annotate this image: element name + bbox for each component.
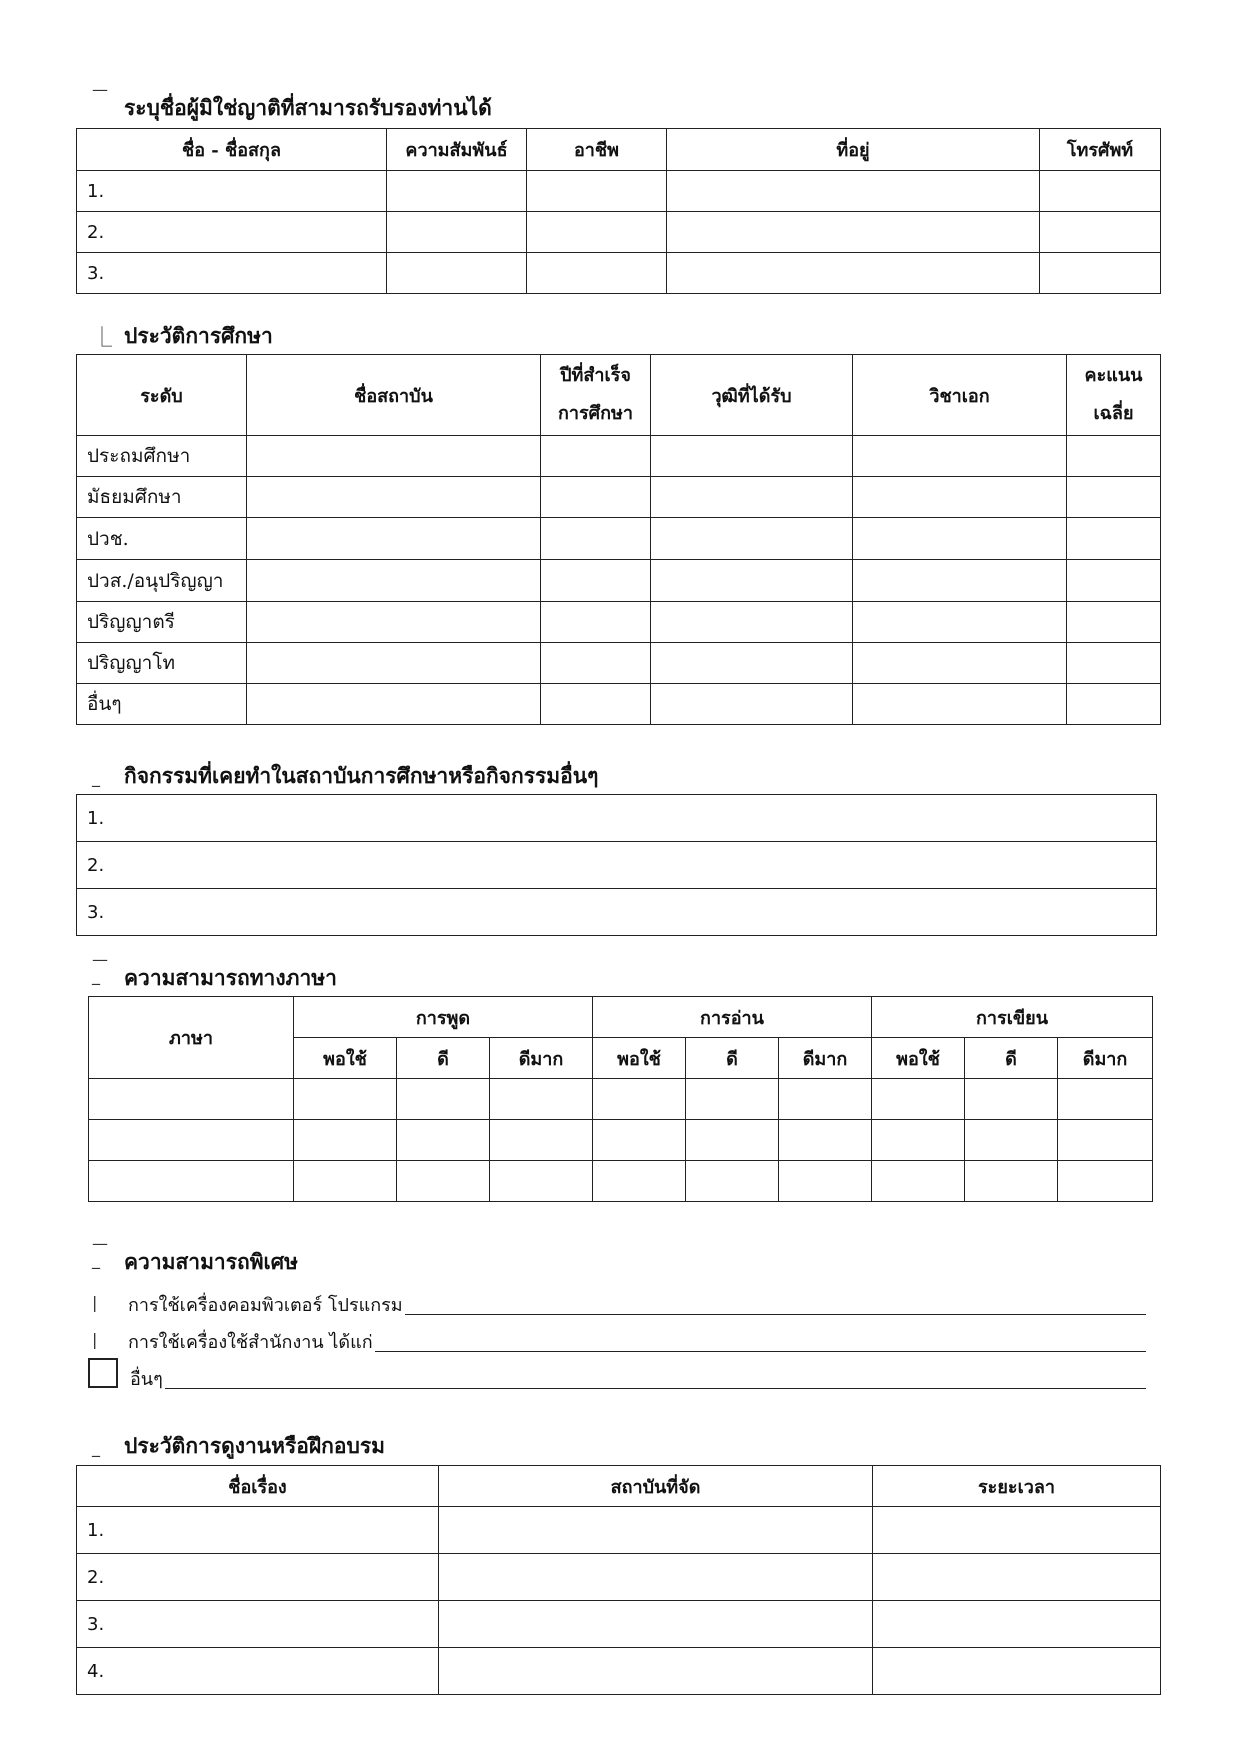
table-cell[interactable] xyxy=(247,518,541,560)
row-number[interactable]: 2. xyxy=(77,842,1157,889)
table-row xyxy=(77,1648,1161,1695)
table-cell[interactable] xyxy=(387,212,527,253)
header-gpa-line1: คะแนน xyxy=(1084,365,1143,386)
table-cell[interactable] xyxy=(965,1079,1058,1120)
table-cell[interactable] xyxy=(853,602,1067,643)
table-cell[interactable] xyxy=(439,1554,873,1601)
header-good: ดี xyxy=(397,1038,490,1079)
header-phone: โทรศัพท์ xyxy=(1040,129,1161,171)
table-cell[interactable] xyxy=(873,1507,1161,1554)
fill-in-line[interactable] xyxy=(165,1387,1146,1389)
table-cell[interactable] xyxy=(541,477,651,518)
header-graduation-year-line2: การศึกษา xyxy=(558,403,633,424)
table-cell[interactable] xyxy=(686,1079,779,1120)
table-cell[interactable] xyxy=(1067,602,1161,643)
table-row xyxy=(77,436,1161,477)
table-cell[interactable] xyxy=(593,1120,686,1161)
table-cell[interactable] xyxy=(490,1161,593,1202)
table-row xyxy=(77,518,1161,560)
table-cell[interactable] xyxy=(397,1079,490,1120)
header-major: วิชาเอก xyxy=(853,355,1067,436)
header-organizer: สถาบันที่จัด xyxy=(439,1466,873,1507)
table-row xyxy=(77,602,1161,643)
table-row xyxy=(89,1120,1153,1161)
level-label: มัธยมศึกษา xyxy=(77,477,247,518)
table-row xyxy=(77,1554,1161,1601)
skill-computer-label: การใช้เครื่องคอมพิวเตอร์ โปรแกรม xyxy=(128,1295,403,1316)
table-cell[interactable] xyxy=(541,518,651,560)
row-number[interactable]: 1. xyxy=(77,795,1157,842)
table-cell[interactable] xyxy=(873,1554,1161,1601)
table-row xyxy=(89,1079,1153,1120)
table-cell[interactable] xyxy=(490,1079,593,1120)
header-gpa xyxy=(1067,355,1161,436)
table-cell[interactable] xyxy=(853,477,1067,518)
table-cell[interactable] xyxy=(247,560,541,602)
header-fair: พอใช้ xyxy=(593,1038,686,1079)
level-label: อื่นๆ xyxy=(77,684,247,725)
table-cell[interactable] xyxy=(247,477,541,518)
header-duration: ระยะเวลา xyxy=(873,1466,1161,1507)
table-row xyxy=(77,889,1157,936)
row-number: 3. xyxy=(77,253,387,294)
table-cell[interactable] xyxy=(872,1079,965,1120)
table-cell[interactable] xyxy=(89,1079,294,1120)
table-row xyxy=(77,477,1161,518)
section-marker-icon: — xyxy=(92,80,108,99)
table-cell[interactable] xyxy=(1067,436,1161,477)
header-name: ชื่อ - ชื่อสกุล xyxy=(77,129,387,171)
table-cell[interactable] xyxy=(527,212,667,253)
header-level: ระดับ xyxy=(77,355,247,436)
table-cell[interactable] xyxy=(873,1601,1161,1648)
header-topic: ชื่อเรื่อง xyxy=(77,1466,439,1507)
table-row xyxy=(77,212,1161,253)
table-row xyxy=(77,1507,1161,1554)
table-cell[interactable] xyxy=(541,436,651,477)
table-cell[interactable] xyxy=(965,1161,1058,1202)
header-good: ดี xyxy=(965,1038,1058,1079)
level-label: ประถมศึกษา xyxy=(77,436,247,477)
header-very-good: ดีมาก xyxy=(779,1038,872,1079)
header-institution: ชื่อสถาบัน xyxy=(247,355,541,436)
table-row xyxy=(77,643,1161,684)
table-cell[interactable] xyxy=(651,477,853,518)
table-cell[interactable] xyxy=(593,1079,686,1120)
skill-office-line[interactable] xyxy=(128,1327,1146,1356)
row-number: 2. xyxy=(77,212,387,253)
table-cell[interactable] xyxy=(1040,171,1161,212)
section-marker-icon: ⎿ xyxy=(92,325,112,349)
row-number[interactable]: 3. xyxy=(77,889,1157,936)
table-cell[interactable] xyxy=(651,560,853,602)
table-cell[interactable] xyxy=(779,1120,872,1161)
row-number: 4. xyxy=(77,1648,439,1695)
table-cell[interactable] xyxy=(89,1120,294,1161)
table-cell[interactable] xyxy=(247,436,541,477)
level-label: ปวช. xyxy=(77,518,247,560)
row-number: 1. xyxy=(77,171,387,212)
section-marker-icon: _ xyxy=(92,966,100,985)
header-relationship: ความสัมพันธ์ xyxy=(387,129,527,171)
table-cell[interactable] xyxy=(872,1120,965,1161)
level-label: ปวส./อนุปริญญา xyxy=(77,560,247,602)
table-row xyxy=(77,842,1157,889)
table-row xyxy=(77,171,1161,212)
table-cell[interactable] xyxy=(686,1161,779,1202)
table-cell[interactable] xyxy=(1067,684,1161,725)
header-language: ภาษา xyxy=(89,997,294,1079)
header-occupation: อาชีพ xyxy=(527,129,667,171)
table-cell[interactable] xyxy=(541,602,651,643)
header-fair: พอใช้ xyxy=(872,1038,965,1079)
table-cell[interactable] xyxy=(294,1161,397,1202)
table-cell[interactable] xyxy=(667,171,1040,212)
table-cell[interactable] xyxy=(1058,1079,1153,1120)
header-address: ที่อยู่ xyxy=(667,129,1040,171)
references-table xyxy=(76,128,1161,294)
table-cell[interactable] xyxy=(1040,253,1161,294)
table-cell[interactable] xyxy=(651,643,853,684)
table-cell[interactable] xyxy=(527,253,667,294)
section-marker-icon: — xyxy=(92,1234,108,1253)
table-cell[interactable] xyxy=(1058,1161,1153,1202)
table-cell[interactable] xyxy=(667,253,1040,294)
table-cell[interactable] xyxy=(247,643,541,684)
table-cell[interactable] xyxy=(541,684,651,725)
bullet-icon: | xyxy=(92,1330,98,1349)
table-cell[interactable] xyxy=(1040,212,1161,253)
other-checkbox[interactable] xyxy=(88,1358,118,1388)
table-cell[interactable] xyxy=(439,1648,873,1695)
table-cell[interactable] xyxy=(853,518,1067,560)
table-row xyxy=(77,253,1161,294)
table-cell[interactable] xyxy=(1067,560,1161,602)
education-table xyxy=(76,354,1161,725)
skill-other-label: อื่นๆ xyxy=(130,1369,163,1390)
table-cell[interactable] xyxy=(397,1120,490,1161)
header-reading: การอ่าน xyxy=(593,997,872,1038)
level-label: ปริญญาโท xyxy=(77,643,247,684)
header-graduation-year xyxy=(541,355,651,436)
table-cell[interactable] xyxy=(872,1161,965,1202)
table-cell[interactable] xyxy=(89,1161,294,1202)
skill-computer-line[interactable] xyxy=(128,1290,1146,1319)
table-cell[interactable] xyxy=(853,684,1067,725)
training-title: ประวัติการดูงานหรือฝึกอบรม xyxy=(124,1433,385,1458)
table-cell[interactable] xyxy=(1067,477,1161,518)
table-row xyxy=(77,684,1161,725)
languages-table xyxy=(88,996,1153,1202)
skill-office-label: การใช้เครื่องใช้สำนักงาน ได้แก่ xyxy=(128,1332,373,1353)
table-cell[interactable] xyxy=(294,1079,397,1120)
training-table xyxy=(76,1465,1161,1695)
section-marker-icon: — xyxy=(92,950,108,969)
header-good: ดี xyxy=(686,1038,779,1079)
row-number: 1. xyxy=(77,1507,439,1554)
table-cell[interactable] xyxy=(490,1120,593,1161)
header-graduation-year-line1: ปีที่สำเร็จ xyxy=(560,365,631,386)
section-marker-icon: _ xyxy=(92,1250,100,1269)
table-cell[interactable] xyxy=(651,518,853,560)
row-number: 2. xyxy=(77,1554,439,1601)
activities-table xyxy=(76,794,1157,936)
section-marker-icon: _ xyxy=(92,1438,100,1457)
table-cell[interactable] xyxy=(247,602,541,643)
table-cell[interactable] xyxy=(387,253,527,294)
header-writing: การเขียน xyxy=(872,997,1153,1038)
table-cell[interactable] xyxy=(439,1601,873,1648)
header-fair: พอใช้ xyxy=(294,1038,397,1079)
education-title: ประวัติการศึกษา xyxy=(124,323,273,348)
table-cell[interactable] xyxy=(294,1120,397,1161)
table-row xyxy=(89,1161,1153,1202)
row-number: 3. xyxy=(77,1601,439,1648)
bullet-icon: | xyxy=(92,1293,98,1312)
fill-in-line[interactable] xyxy=(405,1313,1146,1315)
table-cell[interactable] xyxy=(527,171,667,212)
table-cell[interactable] xyxy=(1058,1120,1153,1161)
table-cell[interactable] xyxy=(667,212,1040,253)
header-degree: วุฒิที่ได้รับ xyxy=(651,355,853,436)
level-label: ปริญญาตรี xyxy=(77,602,247,643)
table-cell[interactable] xyxy=(853,643,1067,684)
table-cell[interactable] xyxy=(1067,643,1161,684)
table-cell[interactable] xyxy=(541,643,651,684)
special-skills-title: ความสามารถพิเศษ xyxy=(124,1249,298,1274)
table-row xyxy=(77,560,1161,602)
header-gpa-line2: เฉลี่ย xyxy=(1093,403,1134,424)
fill-in-line[interactable] xyxy=(375,1350,1146,1352)
languages-title: ความสามารถทางภาษา xyxy=(124,965,337,990)
activities-title: กิจกรรมที่เคยทำในสถาบันการศึกษาหรือกิจกรรมอื่นๆ xyxy=(124,763,599,788)
table-cell[interactable] xyxy=(965,1120,1058,1161)
skill-other-line[interactable] xyxy=(130,1364,1146,1393)
table-cell[interactable] xyxy=(779,1161,872,1202)
table-cell[interactable] xyxy=(1067,518,1161,560)
table-cell[interactable] xyxy=(387,171,527,212)
table-cell[interactable] xyxy=(651,602,853,643)
header-very-good: ดีมาก xyxy=(490,1038,593,1079)
header-speaking: การพูด xyxy=(294,997,593,1038)
table-cell[interactable] xyxy=(873,1648,1161,1695)
table-cell[interactable] xyxy=(651,684,853,725)
table-cell[interactable] xyxy=(853,560,1067,602)
table-cell[interactable] xyxy=(397,1161,490,1202)
references-title: ระบุชื่อผู้มิใช่ญาติที่สามารถรับรองท่านได้ xyxy=(124,95,492,120)
section-marker-icon: _ xyxy=(92,768,100,787)
table-cell[interactable] xyxy=(541,560,651,602)
table-cell[interactable] xyxy=(247,684,541,725)
table-cell[interactable] xyxy=(779,1079,872,1120)
table-cell[interactable] xyxy=(686,1120,779,1161)
header-very-good: ดีมาก xyxy=(1058,1038,1153,1079)
table-cell[interactable] xyxy=(593,1161,686,1202)
table-cell[interactable] xyxy=(439,1507,873,1554)
table-cell[interactable] xyxy=(853,436,1067,477)
table-row xyxy=(77,795,1157,842)
table-cell[interactable] xyxy=(651,436,853,477)
table-row xyxy=(77,1601,1161,1648)
